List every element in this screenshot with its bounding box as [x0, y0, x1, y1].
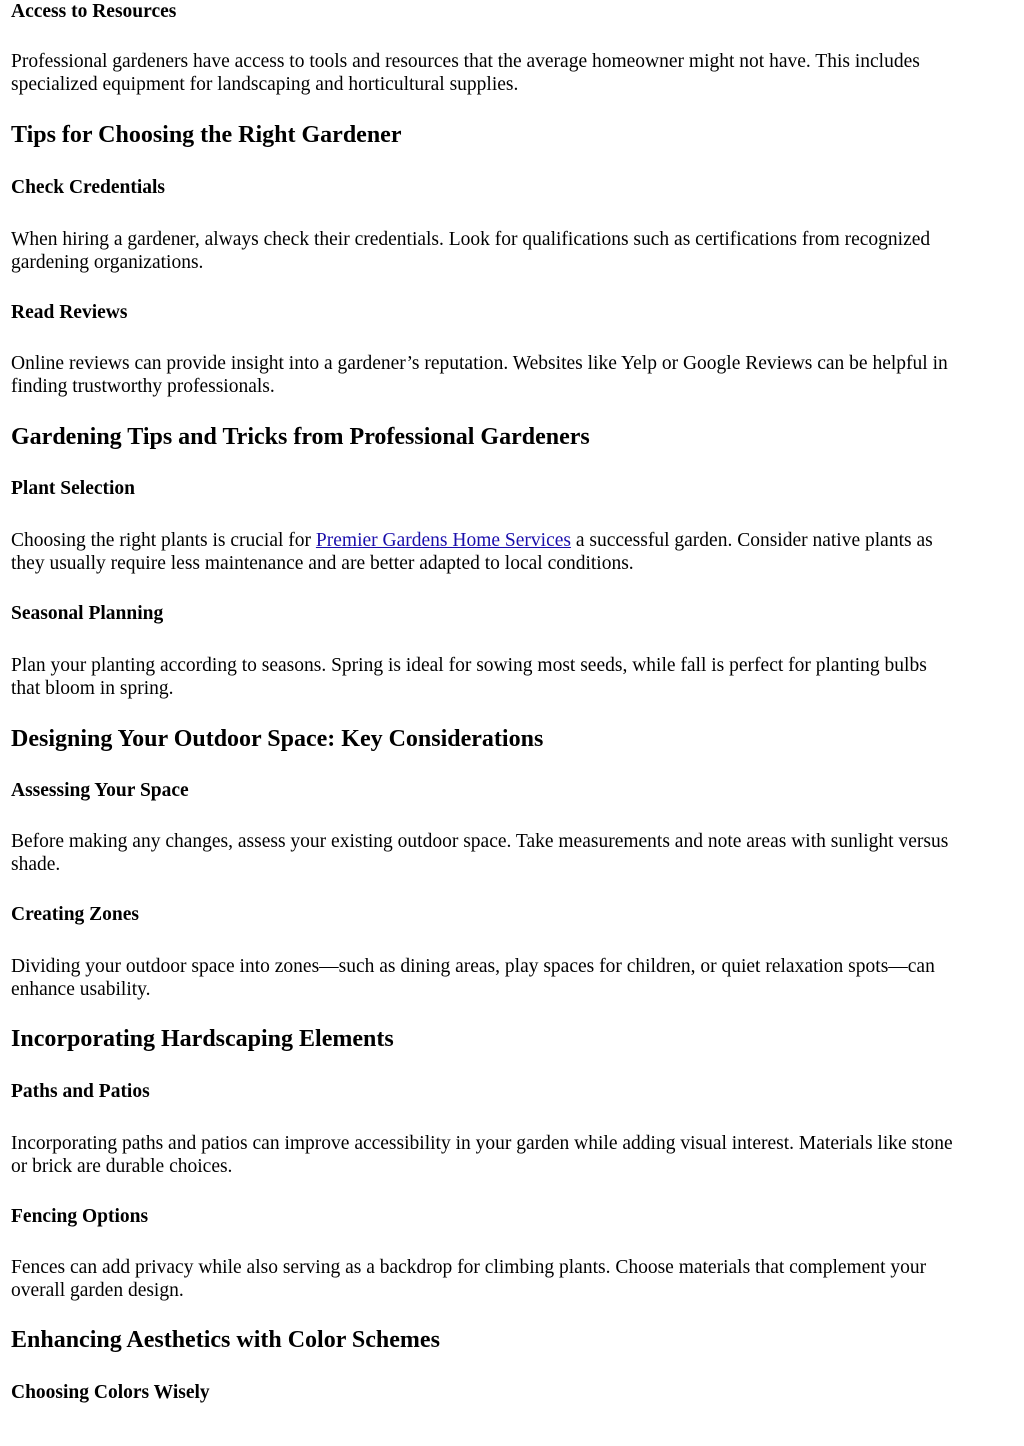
- heading-access-to-resources: Access to Resources: [11, 1, 177, 22]
- paragraph-check-credentials: [11, 228, 930, 274]
- heading-creating-zones: Creating Zones: [11, 904, 140, 925]
- heading-gardening-tips-tricks: Gardening Tips and Tricks from Professional Gardeners: [11, 424, 590, 450]
- paragraph-seasonal-planning: [11, 654, 927, 700]
- heading-assessing-your-space: Assessing Your Space: [11, 780, 189, 801]
- paragraph-line: Online reviews can provide insight into a gardener’s reputation. Websites like Yelp or Google Reviews can be helpful in: [11, 353, 948, 374]
- heading-read-reviews: Read Reviews: [11, 302, 128, 323]
- paragraph-text: a successful garden. Consider native plants as: [570, 530, 933, 551]
- paragraph-line: [11, 529, 933, 552]
- paragraph-line: Professional gardeners have access to tools and resources that the average homeowner might not have. This includes: [11, 51, 920, 72]
- heading-choosing-colors-wisely: Choosing Colors Wisely: [11, 1382, 210, 1403]
- paragraph-access-to-resources: [11, 50, 920, 96]
- paragraph-line: finding trustworthy professionals.: [11, 376, 275, 397]
- premier-gardens-link[interactable]: Premier Gardens Home Services: [315, 530, 571, 551]
- heading-seasonal-planning: Seasonal Planning: [11, 603, 164, 624]
- paragraph-plant-selection: [11, 529, 933, 575]
- heading-enhancing-aesthetics: Enhancing Aesthetics with Color Schemes: [11, 1327, 440, 1353]
- paragraph-line: When hiring a gardener, always check their credentials. Look for qualifications such as certifications from recognized: [11, 229, 931, 250]
- paragraph-line: that bloom in spring.: [11, 678, 174, 699]
- paragraph-fencing-options: [11, 1256, 926, 1302]
- paragraph-assessing-your-space: [11, 830, 948, 876]
- paragraph-line: enhance usability.: [11, 979, 151, 1000]
- paragraph-line: they usually require less maintenance and are better adapted to local conditions.: [11, 553, 634, 574]
- paragraph-line: Dividing your outdoor space into zones—such as dining areas, play spaces for children, or quiet relaxation spots—can: [11, 956, 935, 977]
- heading-fencing-options: Fencing Options: [11, 1206, 149, 1227]
- paragraph-creating-zones: [11, 955, 935, 1001]
- heading-plant-selection: Plant Selection: [11, 478, 136, 499]
- paragraph-line: Fences can add privacy while also serving as a backdrop for climbing plants. Choose materials that complement your: [11, 1257, 927, 1278]
- heading-incorporating-hardscaping: Incorporating Hardscaping Elements: [11, 1026, 394, 1052]
- heading-tips-choosing-gardener: Tips for Choosing the Right Gardener: [11, 122, 402, 148]
- paragraph-text: Choosing the right plants is crucial for: [11, 530, 316, 551]
- paragraph-line: gardening organizations.: [11, 252, 204, 273]
- paragraph-read-reviews: [11, 352, 948, 398]
- paragraph-line: overall garden design.: [11, 1280, 184, 1301]
- paragraph-line: Incorporating paths and patios can improve accessibility in your garden while adding visual interest. Materials like stone: [11, 1133, 953, 1154]
- paragraph-line: Plan your planting according to seasons. Spring is ideal for sowing most seeds, while fall is perfect for planting bulbs: [11, 655, 927, 676]
- heading-paths-and-patios: Paths and Patios: [11, 1081, 150, 1102]
- heading-designing-outdoor-space: Designing Your Outdoor Space: Key Considerations: [11, 726, 544, 752]
- paragraph-line: or brick are durable choices.: [11, 1156, 233, 1177]
- paragraph-line: specialized equipment for landscaping and horticultural supplies.: [11, 74, 519, 95]
- heading-check-credentials: Check Credentials: [11, 177, 166, 198]
- paragraph-line: shade.: [11, 854, 61, 875]
- paragraph-paths-and-patios: [11, 1132, 953, 1178]
- paragraph-line: Before making any changes, assess your existing outdoor space. Take measurements and note areas with sunlight versus: [11, 831, 949, 852]
